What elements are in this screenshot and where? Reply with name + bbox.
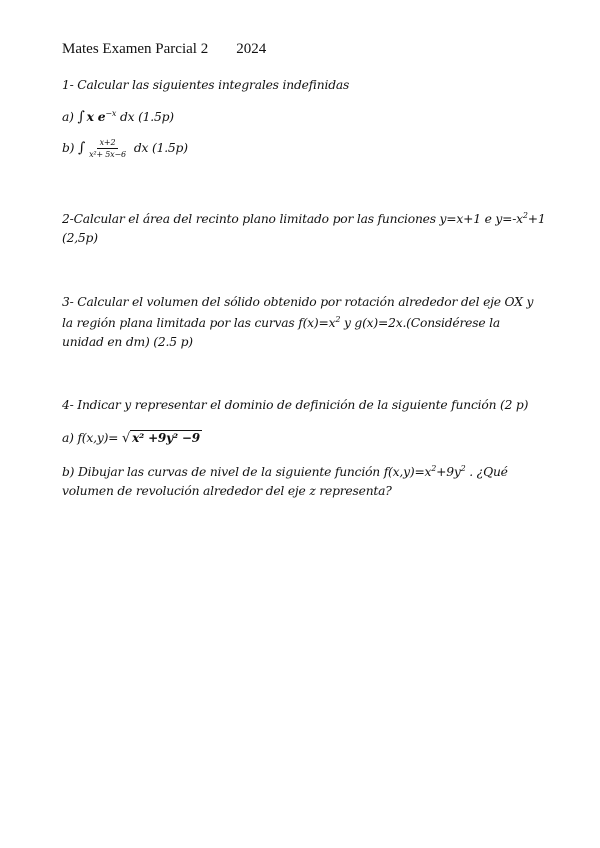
q2-text-end: +1 <box>527 212 546 227</box>
q1-a-exponent: −x <box>105 109 117 118</box>
sqrt-sign-icon: √ <box>122 431 131 446</box>
q4-heading: 4- Indicar y representar el dominio de definición de la siguiente función (2 p) <box>62 398 529 412</box>
q4-b-line1 <box>62 464 508 479</box>
q2-sup: 2 <box>522 211 528 220</box>
q4-a <box>62 431 202 446</box>
q1-b-numerator: x+2 <box>97 138 119 149</box>
exam-year: 2024 <box>236 41 267 57</box>
q2-line2: (2,5p) <box>62 231 98 245</box>
q1-a-dx: dx (1.5p) <box>119 110 174 125</box>
q1-b-denominator: x²+ 5x−6 <box>89 150 126 159</box>
exam-title <box>62 41 294 58</box>
q1-b-dx: dx (1.5p) <box>133 141 188 155</box>
q3-line3: unidad en dm) (2.5 p) <box>62 335 193 349</box>
q4-b-text: b) Dibujar las curvas de nivel de la siguiente función f(x,y)=x <box>62 465 432 480</box>
q1-a-integrand: x e <box>86 109 106 125</box>
integral-sign-icon: ∫ <box>77 109 85 126</box>
q1-heading: 1- Calcular las siguientes integrales indefinidas <box>62 78 350 92</box>
q2-text: 2-Calcular el área del recinto plano limitado por las funciones y=x+1 e y=-x <box>62 212 523 227</box>
q4-b-text-end: . ¿Qué <box>465 465 508 480</box>
q1-a-label: a) <box>62 110 74 125</box>
q4-b-sup1: 2 <box>431 464 437 473</box>
q4-b-sup2: 2 <box>460 464 466 473</box>
q3-text: la región plana limitada por las curvas f(x)=x <box>62 316 336 331</box>
q1-b-label: b) <box>62 141 75 155</box>
title-text: Mates Examen Parcial 2 <box>62 41 209 57</box>
integral-sign-icon: ∫ <box>78 140 86 156</box>
q3-sup: 2 <box>335 315 341 324</box>
q1-b-fraction <box>89 138 126 159</box>
q4-b-mid: +9y <box>436 465 461 480</box>
q3-line1: 3- Calcular el volumen del sólido obtenido por rotación alrededor del eje OX y <box>62 295 534 309</box>
q4-a-radicand: x² +9y² −9 <box>132 431 200 445</box>
q4-b-line2: volumen de revolución alrededor del eje z representa? <box>62 484 392 498</box>
q1-a <box>62 109 174 125</box>
q1-b <box>62 138 188 159</box>
q3-text-end: y g(x)=2x.(Considérese la <box>340 316 501 331</box>
q4-a-label: a) f(x,y)= <box>62 431 122 445</box>
q3-line2 <box>62 315 500 330</box>
q2-line1 <box>62 211 546 226</box>
